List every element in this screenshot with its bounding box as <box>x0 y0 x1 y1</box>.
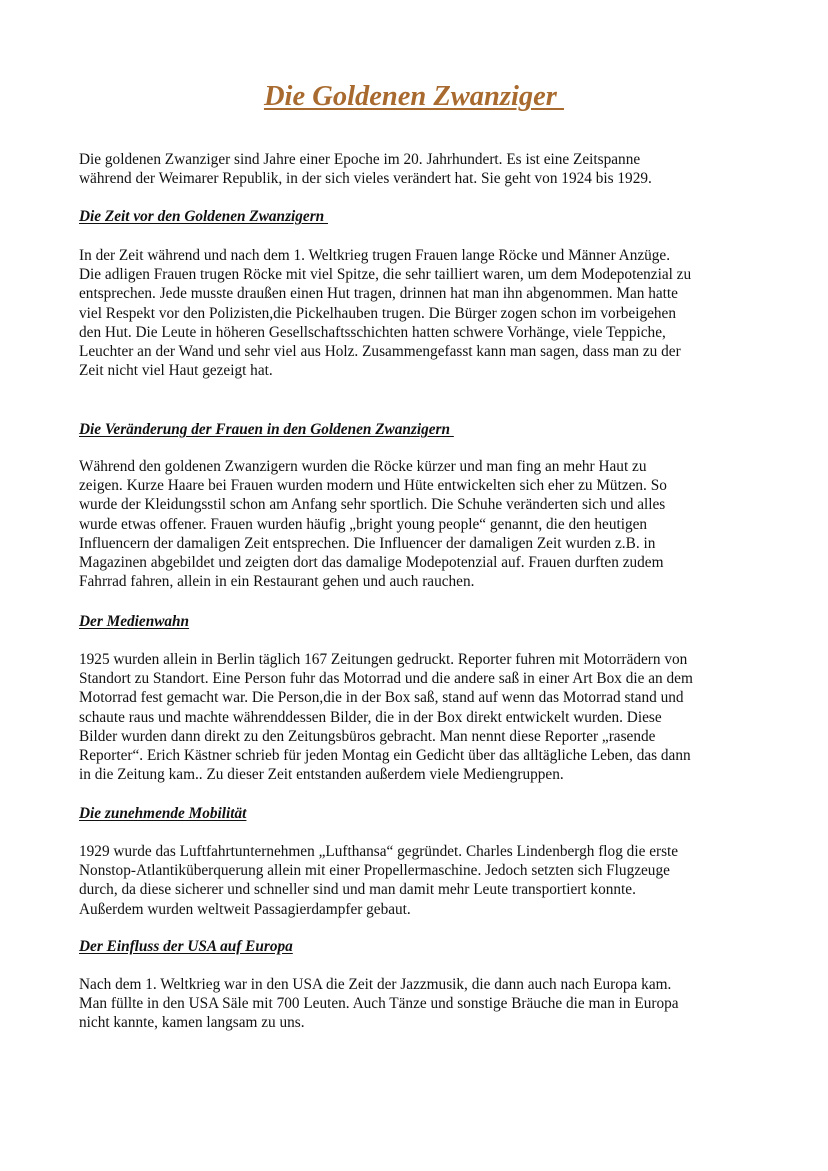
paragraph-line: Motorrad fest gemacht war. Die Person,die in der Box saß, stand auf wenn das Motorrad stand und <box>79 689 684 707</box>
section-paragraph-mobilitaet <box>79 842 759 919</box>
section-heading-veraenderung-frauen: Die Veränderung der Frauen in den Goldenen Zwanzigern <box>79 421 454 438</box>
section-heading-zeit-vor: Die Zeit vor den Goldenen Zwanzigern <box>79 208 328 225</box>
paragraph-line: Nach dem 1. Weltkrieg war in den USA die Zeit der Jazzmusik, die dann auch nach Europa kam. <box>79 976 672 993</box>
paragraph-line: durch, da diese sicherer und schneller sind und man damit mehr Leute transportiert konnte. <box>79 881 636 899</box>
paragraph-line: Fahrrad fahren, allein in ein Restaurant gehen und auch rauchen. <box>79 573 475 591</box>
paragraph-line: zeigen. Kurze Haare bei Frauen wurden modern und Hüte entwickelten sich eher zu Mützen. So <box>79 477 667 495</box>
section-paragraph-medienwahn <box>79 650 759 784</box>
paragraph-line: Man füllte in den USA Säle mit 700 Leuten. Auch Tänze und sonstige Bräuche die man in Europa <box>79 995 679 1013</box>
paragraph-line: Die goldenen Zwanziger sind Jahre einer Epoche im 20. Jahrhundert. Es ist eine Zeitspanne <box>79 151 641 168</box>
paragraph-line: Bilder wurden dann direkt zu den Zeitungsbüros gebracht. Man nennt diese Reporter „rasende <box>79 727 656 745</box>
section-paragraph-zeit-vor <box>79 246 759 380</box>
paragraph-line: Magazinen abgebildet und zeigten dort das damalige Modepotenzial auf. Frauen durften zudem <box>79 554 664 572</box>
paragraph-line: schaute raus und machte währenddessen Bilder, die in der Box direkt entwickelt wurden. Diese <box>79 708 662 726</box>
paragraph-line: wurde der Kleidungsstil schon am Anfang sehr sportlich. Die Schuhe veränderten sich und alles <box>79 496 666 514</box>
paragraph-line: In der Zeit während und nach dem 1. Weltkrieg trugen Frauen lange Röcke und Männer Anzüge. <box>79 247 671 264</box>
paragraph-line: Leuchter an der Wand und sehr viel aus Holz. Zusammengefasst kann man sagen, dass man zu der <box>79 343 681 361</box>
section-heading-medienwahn: Der Medienwahn <box>79 613 190 630</box>
paragraph-line: Nonstop-Atlantiküberquerung allein mit einer Propellermaschine. Jedoch setzten sich Flugzeuge <box>79 862 670 880</box>
paragraph-line: Zeit nicht viel Haut gezeigt hat. <box>79 362 273 380</box>
paragraph-line: viel Respekt vor den Polizisten,die Pickelhauben trugen. Die Bürger zogen schon im vorbeigehen <box>79 304 676 322</box>
paragraph-line: Die adligen Frauen trugen Röcke mit viel Spitze, die sehr tailliert waren, um dem Modepotenzial zu <box>79 266 692 284</box>
paragraph-line: wurde etwas offener. Frauen wurden häufig „bright young people“ genannt, die den heutigen <box>79 515 648 533</box>
paragraph-line: nicht kannte, kamen langsam zu uns. <box>79 1014 305 1032</box>
section-heading-einfluss-usa: Der Einfluss der USA auf Europa <box>79 938 293 955</box>
paragraph-line: in die Zeitung kam.. Zu dieser Zeit entstanden außerdem viele Mediengruppen. <box>79 766 564 784</box>
section-heading-mobilitaet: Die zunehmende Mobilität <box>79 805 247 822</box>
paragraph-line: 1929 wurde das Luftfahrtunternehmen „Lufthansa“ gegründet. Charles Lindenbergh flog die erste <box>79 843 679 860</box>
paragraph-line: Standort zu Standort. Eine Person fuhr das Motorrad und die andere saß in einer Art Box die an dem <box>79 670 693 688</box>
paragraph-line: Außerdem wurden weltweit Passagierdampfer gebaut. <box>79 900 411 918</box>
page-title <box>0 80 828 114</box>
paragraph-line: entsprechen. Jede musste draußen einen Hut tragen, drinnen hat man ihn abgenommen. Man hatte <box>79 285 678 303</box>
paragraph-line: 1925 wurden allein in Berlin täglich 167 Zeitungen gedruckt. Reporter fuhren mit Motorrädern von <box>79 651 688 668</box>
section-paragraph-veraenderung-frauen <box>79 457 759 591</box>
section-paragraph-einfluss-usa <box>79 975 759 1033</box>
paragraph-line: den Hut. Die Leute in höheren Gesellschaftsschichten hatten schwere Vorhänge, viele Teppiche, <box>79 323 666 341</box>
paragraph-line: während der Weimarer Republik, in der sich vieles verändert hat. Sie geht von 1924 bis 1929. <box>79 170 652 188</box>
paragraph-line: Während den goldenen Zwanzigern wurden die Röcke kürzer und man fing an mehr Haut zu <box>79 458 647 475</box>
paragraph-line: Reporter“. Erich Kästner schrieb für jeden Montag ein Gedicht über das alltägliche Leben, das dann <box>79 747 691 765</box>
paragraph-line: Influencern der damaligen Zeit entsprechen. Die Influencer der damaligen Zeit wurden z.B. in <box>79 534 656 552</box>
page-title-text: Die Goldenen Zwanziger <box>263 81 565 112</box>
intro-paragraph <box>79 150 759 188</box>
